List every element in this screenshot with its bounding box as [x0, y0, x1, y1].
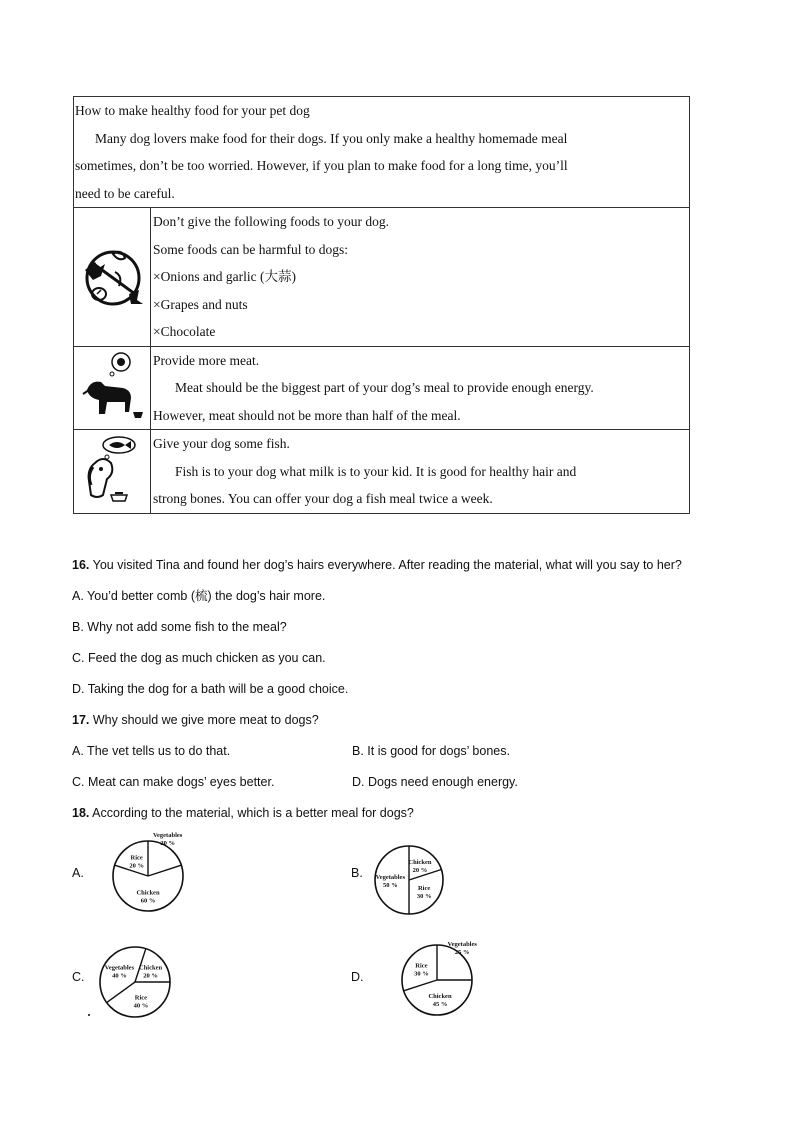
option-a[interactable]: A. You’d better comb (梳) the dog’s hair more.: [72, 589, 326, 603]
question-number: 18.: [72, 806, 90, 820]
question-text: Why should we give more meat to dogs?: [89, 713, 319, 727]
question-16: [72, 550, 732, 581]
dog-meat-icon: [77, 350, 147, 426]
pie-option-d[interactable]: [351, 942, 551, 1026]
pie-slice-label: Rice: [415, 962, 428, 970]
question-17: [72, 705, 732, 736]
intro-line: need to be careful.: [75, 185, 175, 201]
pie-slice-label: Chicken: [408, 858, 432, 866]
pie-slice-label: Chicken: [136, 889, 160, 897]
tip-text: [151, 346, 690, 430]
tip-picture: [74, 346, 151, 430]
tip-line: Meat should be the biggest part of your dog’s meal to provide enough energy.: [175, 380, 594, 395]
pie-chart: [351, 942, 551, 1026]
pie-option-b[interactable]: [351, 838, 551, 922]
tip-line: strong bones. You can offer your dog a fish meal twice a week.: [153, 491, 493, 506]
tip-text: [151, 208, 690, 347]
question-text: According to the material, which is a better meal for dogs?: [89, 806, 414, 820]
pie-slice-label: Chicken: [139, 964, 163, 972]
pie-option-a[interactable]: [72, 831, 272, 922]
pie-chart: [351, 838, 551, 922]
tip-heading: Provide more meat.: [153, 352, 260, 368]
option-c[interactable]: C. Meat can make dogs’ eyes better.: [72, 775, 275, 789]
pie-slice-divider: [404, 980, 437, 991]
pie-slice-label: Vegetables: [375, 874, 405, 881]
material-title: How to make healthy food for your pet dog: [75, 103, 310, 118]
pie-slice-percent: 25 %: [454, 948, 470, 956]
pie-slice-divider: [148, 865, 181, 876]
no-dog-icon: [77, 232, 147, 322]
tip-heading: Give your dog some fish.: [153, 436, 290, 451]
option-letter: D.: [351, 970, 364, 984]
pie-slice-label: Vegetables: [447, 940, 477, 948]
tip-row-meat: [74, 346, 690, 430]
pie-slice-percent: 40 %: [112, 972, 127, 980]
option-c[interactable]: C. Feed the dog as much chicken as you can.: [72, 651, 326, 665]
dog-fish-icon: [77, 433, 147, 509]
pie-slice-label: Rice: [130, 854, 143, 862]
pie-slice-percent: 30 %: [414, 970, 429, 978]
pie-slice-percent: 40 %: [133, 1002, 149, 1010]
pie-slice-percent: 45 %: [432, 1001, 448, 1009]
pie-slice-label: Vegetables: [104, 964, 135, 972]
intro-line: Many dog lovers make food for their dogs. If you only make a healthy homemade meal: [95, 130, 568, 146]
pie-slice-label: Vegetables: [152, 831, 183, 839]
material-intro: [74, 97, 690, 208]
questions: [72, 550, 732, 829]
food-item-grapes: ×Grapes and nuts: [153, 296, 248, 312]
question-number: 17.: [72, 713, 90, 727]
option-d[interactable]: D. Dogs need enough energy.: [352, 775, 518, 789]
tip-picture: [74, 208, 151, 347]
option-b[interactable]: B. Why not add some fish to the meal?: [72, 620, 287, 634]
pie-slice-percent: 30 %: [416, 892, 432, 900]
tip-line: However, meat should not be more than half of the meal.: [153, 407, 461, 423]
tip-heading: Don’t give the following foods to your dog.: [153, 214, 389, 229]
pie-slice-percent: 50 %: [382, 882, 398, 889]
tip-row-no-foods: [74, 208, 690, 347]
option-letter: B.: [351, 866, 363, 880]
food-item-onions: ×Onions and garlic (大蒜): [153, 269, 296, 284]
tip-row-fish: [74, 430, 690, 514]
option-letter: A.: [72, 866, 84, 880]
pie-slice-percent: 20 %: [143, 972, 158, 980]
option-b[interactable]: B. It is good for dogs’ bones.: [352, 744, 510, 758]
pie-slice-label: Rice: [417, 884, 431, 892]
option-row: [72, 767, 732, 798]
question-18: [72, 798, 732, 829]
option-d[interactable]: D. Taking the dog for a bath will be a good choice.: [72, 682, 349, 696]
reading-material-table: [73, 96, 690, 514]
pie-slice-label: Chicken: [428, 993, 452, 1001]
option-row: [72, 736, 732, 767]
question-text: You visited Tina and found her dog’s hairs everywhere. After reading the material, what will you say to her?: [89, 558, 682, 572]
pie-slice-percent: 20 %: [160, 839, 175, 847]
pie-slice-percent: 20 %: [412, 866, 428, 874]
pie-slice-percent: 60 %: [140, 897, 156, 905]
pie-slice-divider: [107, 982, 135, 1003]
tip-line: Fish is to your dog what milk is to your kid. It is good for healthy hair and: [175, 463, 577, 479]
tip-text: [151, 430, 690, 514]
pie-chart: [72, 831, 272, 922]
pie-chart: [72, 942, 272, 1026]
option-letter: C.: [72, 970, 85, 984]
pie-slice-label: Rice: [134, 994, 148, 1002]
food-item-chocolate: ×Chocolate: [153, 324, 216, 339]
tip-picture: [74, 430, 151, 514]
stray-mark: [88, 1014, 90, 1016]
option-a[interactable]: A. The vet tells us to do that.: [72, 744, 231, 758]
intro-line: sometimes, don’t be too worried. However, if you plan to make food for a long time, you’ll: [75, 158, 568, 173]
tip-line: Some foods can be harmful to dogs:: [153, 241, 348, 257]
pie-slice-percent: 20 %: [129, 862, 144, 870]
question-number: 16.: [72, 558, 90, 572]
pie-option-c[interactable]: [72, 942, 272, 1026]
